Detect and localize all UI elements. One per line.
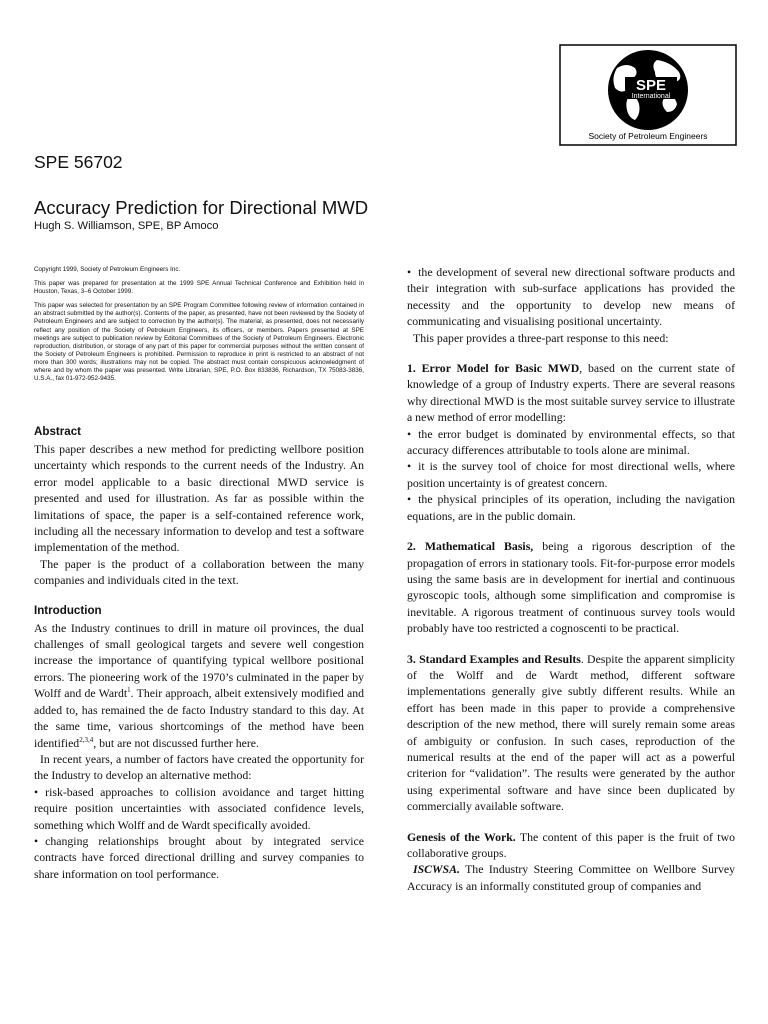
abstract-paragraph: The paper is the product of a collaboration between the many companies and individuals cited in the text. [34,556,364,588]
citation-ref: 2,3,4 [79,735,94,744]
copyright-notice [34,266,364,389]
presentation-note: This paper was prepared for presentation at the 1999 SPE Annual Technical Conference and Exhibition held in Houston, Texas, 3–6 October 1999. [34,280,364,296]
spe-logo [559,44,737,146]
bullet-item: • it is the survey tool of choice for most directional wells, where position uncertainty is of greatest concern. [407,458,735,491]
bullet-item: • changing relationships brought about by integrated service contracts have forced directional drilling and survey companies to share information on tool performance. [34,833,364,882]
introduction-heading: Introduction [34,603,102,617]
introduction-paragraph: In recent years, a number of factors have created the opportunity for the Industry to develop an alternative method: [34,751,364,783]
body-paragraph: This paper provides a three-part response to this need: [413,330,669,345]
left-column [34,424,364,882]
logo-sub-text: International [631,93,671,100]
citation-ref: 1 [127,686,131,695]
bullet-item: • the development of several new directional software products and their integration with sub-surface applications has provided the necessity and the opportunity to develop new means of communicating and visualising positional uncertainty. [407,264,735,330]
section-standard-examples: 3. Standard Examples and Results. Despite the apparent simplicity of the Wolff and de Wardt method, different software implementations generally give subtly different results. While an effort has been made in this paper to provide a comprehensive description of the new method, there will surely remain some areas of ambiguity or confusion. In such cases, reproduction of the numerical results at the end of the paper will act as a powerful criterion for “validation”. The results were generated by the author using experimental software and have since been duplicated by commercially available software. [407,651,735,814]
bullet-item: • the physical principles of its operation, including the navigation equations, are in the public domain. [407,491,735,524]
abstract-heading: Abstract [34,425,82,438]
right-column [407,264,735,894]
authors: Hugh S. Williamson, SPE, BP Amoco [34,220,219,232]
iscwsa-paragraph: ISCWSA. The Industry Steering Committee on Wellbore Survey Accuracy is an informally constituted group of companies and [407,862,735,893]
section-mathematical-basis: 2. Mathematical Basis, being a rigorous description of the propagation of errors in stationary tools. Fit-for-purpose error models using the same basis are in development for inertial and continuous gyroscopic tools, although some simplification and compromise is inevitable. A rigorous treatment of continuous survey tools would probably have too restricted a cognoscenti to be practical. [407,539,735,636]
introduction-paragraph: As the Industry continues to drill in mature oil provinces, the dual challenges of small geological targets and severe well congestion increase the importance of quantifying typical wellbore positional errors. The pioneering work of the 1970’s culminated in the paper by Wolff and de Wardt$^1$. Their approach, albeit extensively modified and added to, has remained the de facto Industry standard to this day. At the same time, various shortcomings of the method have been identified$^{2,3,4}$, but are not discussed further here. [34,620,364,750]
paper-title: Accuracy Prediction for Directional MWD [34,197,369,218]
logo-caption: Society of Petroleum Engineers [588,131,708,141]
paper-number: SPE 56702 [34,152,123,172]
copyright-line: Copyright 1999, Society of Petroleum Engineers Inc. [34,266,181,273]
review-disclaimer: This paper was selected for presentation by an SPE Program Committee following review of information contained in an abstract submitted by the author(s). Contents of the paper, as presented, have not been reviewed by the Society of Petroleum Engineers and are subject to correction by the author(s). The material, as presented, does not necessarily reflect any position of the Society of Petroleum Engineers, its officers, or members. Papers presented at SPE meetings are subject to publication review by Editorial Committees of the Society of Petroleum Engineers. Electronic reproduction, distribution, or storage of any part of this paper for commercial purposes without the written consent of the Society of Petroleum Engineers is prohibited. Permission to reproduce in print is restricted to an abstract of not more than 300 words; illustrations may not be copied. The abstract must contain conspicuous acknowledgment of where and by whom the paper was presented. Write Librarian, SPE, P.O. Box 833836, Richardson, TX 75083-3836, U.S.A., fax 01-972-952-9435. [34,302,364,383]
bullet-item: • risk-based approaches to collision avoidance and target hitting require position uncertainties with associated confidence levels, something which Wolff and de Wardt specifically avoided. [34,784,364,833]
genesis-paragraph: Genesis of the Work. The content of this paper is the fruit of two collaborative groups. [407,829,735,860]
bullet-item: • the error budget is dominated by environmental effects, so that accuracy differences attributable to tools alone are minimal. [407,426,735,459]
abstract-paragraph: This paper describes a new method for predicting wellbore position uncertainty which responds to the current needs of the Industry. An error model applicable to a basic directional MWD service is presented and used for illustration. As far as possible within the limitations of space, the paper is a self-contained reference work, including all the necessary information to develop and test a software implementation of the method. [34,442,364,555]
spe-logo-graphic [559,44,737,146]
section-error-model: 1. Error Model for Basic MWD, based on the current state of knowledge of a group of Industry experts. There are several reasons why directional MWD is the most suitable survey service to illustrate a new method of error modelling: [407,361,736,425]
logo-main-text: SPE [635,77,667,94]
